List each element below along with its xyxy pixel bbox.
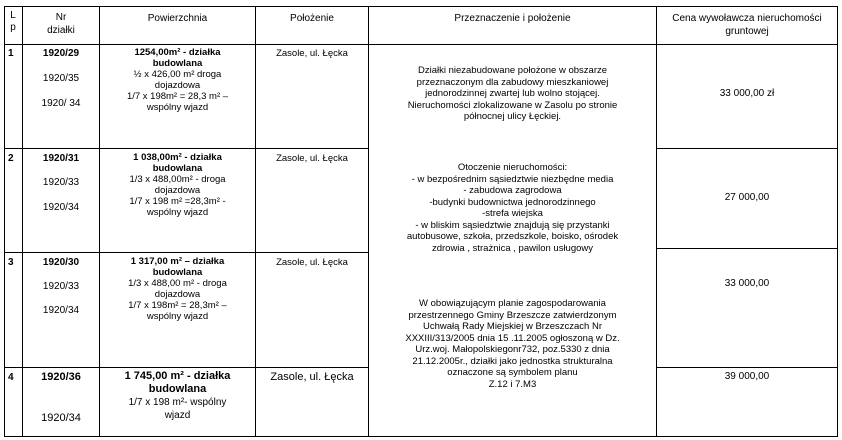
row-divider-3-price (656, 367, 838, 368)
header-area: Powierzchnia (147, 13, 208, 24)
purpose-zoning-plan: W obowiązującym planie zagospodarowania przestrzennego Gminy Brzeszcze zatwierdzonym Uchwałą Rady Miejskiej w Brzeszczach Nr XXXIII/313/2005 dnia 15 .11.2005 ogłoszoną w Dz. Urz.woj. Małopolskiegonr732, poz.5330 z dnia 21.12.2005r., działki jako jednostka strukturalna oznaczone są symbolem planu Z.12 i 7.M3 (405, 298, 620, 390)
row-2-nr-2: 1920/33 (42, 177, 80, 188)
row-3-price: 33 000,00 (724, 278, 770, 289)
row-4-nr-2: 1920/34 (41, 412, 81, 424)
row-4-nr-main: 1920/36 (41, 371, 81, 383)
row-3-lp: 3 (8, 257, 14, 268)
row-divider-2 (4, 252, 368, 253)
row-2-lp: 2 (8, 153, 14, 164)
header-price: Cena wywoławcza nieruchomości gruntowej (672, 13, 822, 37)
purpose-description-1: Działki niezabudowane położone w obszarze przeznaczonym dla zabudowy mieszkaniowej jednorodzinnej zwartej lub wolno stojącej. Nieruchomości zlokalizowane w Zasolu po stronie północnej ulicy Łęckiej. (407, 65, 618, 122)
header-nr: Nr działki (47, 12, 75, 36)
header-location: Położenie (290, 13, 334, 24)
row-2-nr-main: 1920/31 (42, 153, 80, 164)
purpose-surroundings: Otoczenie nieruchomości: - w bezpośrednim sąsiedztwie niezbędne media - zabudowa zagrodowa -budynki budownictwa jednorodzinnego -strefa wiejska - w bliskim sąsiedztwie znajdują się przystanki autobusowe, szkoła, przedszkole, boisko, ośrodek zdrowia , strażnica , pawilon usługowy (406, 162, 619, 254)
header-purpose: Przeznaczenie i położenie (454, 13, 571, 24)
row-3-nr-2: 1920/33 (42, 281, 80, 292)
row-1-nr-3: 1920/ 34 (41, 98, 81, 109)
header-divider (4, 44, 838, 45)
row-divider-2-price (656, 248, 838, 249)
col-divider-location (368, 6, 369, 437)
row-1-lp: 1 (8, 48, 14, 59)
row-1-nr-main: 1920/29 (42, 48, 80, 59)
row-4-price: 39 000,00 (724, 371, 770, 382)
row-1-area: 1254,00m² - działka budowlana ½ x 426,00 m² droga dojazdowa 1/7 x 198m² = 28,3 m² – wspólny wjazd (126, 47, 229, 113)
row-4-lp: 4 (8, 372, 14, 383)
row-1-location: Zasole, ul. Łęcka (276, 48, 348, 59)
row-divider-1-price (656, 148, 838, 149)
row-divider-1 (4, 148, 368, 149)
row-1-nr-2: 1920/35 (42, 73, 80, 84)
border-top (4, 6, 838, 7)
row-2-nr-3: 1920/34 (42, 202, 80, 213)
border-bottom (4, 436, 838, 437)
row-3-nr-3: 1920/34 (42, 305, 80, 316)
row-3-location: Zasole, ul. Łęcka (276, 257, 348, 268)
row-divider-3 (4, 367, 368, 368)
row-1-price: 33 000,00 zł (719, 88, 775, 99)
col-border-left (4, 6, 5, 437)
row-2-location: Zasole, ul. Łęcka (276, 153, 348, 164)
col-border-right (837, 6, 838, 437)
row-3-nr-main: 1920/30 (42, 257, 80, 268)
row-4-area: 1 745,00 m² - działka budowlana 1/7 x 198 m²- wspólny wjazd (124, 370, 231, 421)
row-2-price: 27 000,00 (724, 192, 770, 203)
row-3-area: 1 317,00 m² – działka budowlana 1/3 x 488,00 m² - droga dojazdowa 1/7 x 198m² = 28,3m² – wspólny wjazd (128, 256, 227, 322)
row-4-location: Zasole, ul. Łęcka (270, 371, 354, 383)
header-lp: L p (10, 10, 16, 33)
row-2-area: 1 038,00m² - działka budowlana 1/3 x 488,00m² - droga dojazdowa 1/7 x 198 m² =28,3m² - wspólny wjazd (129, 152, 226, 218)
